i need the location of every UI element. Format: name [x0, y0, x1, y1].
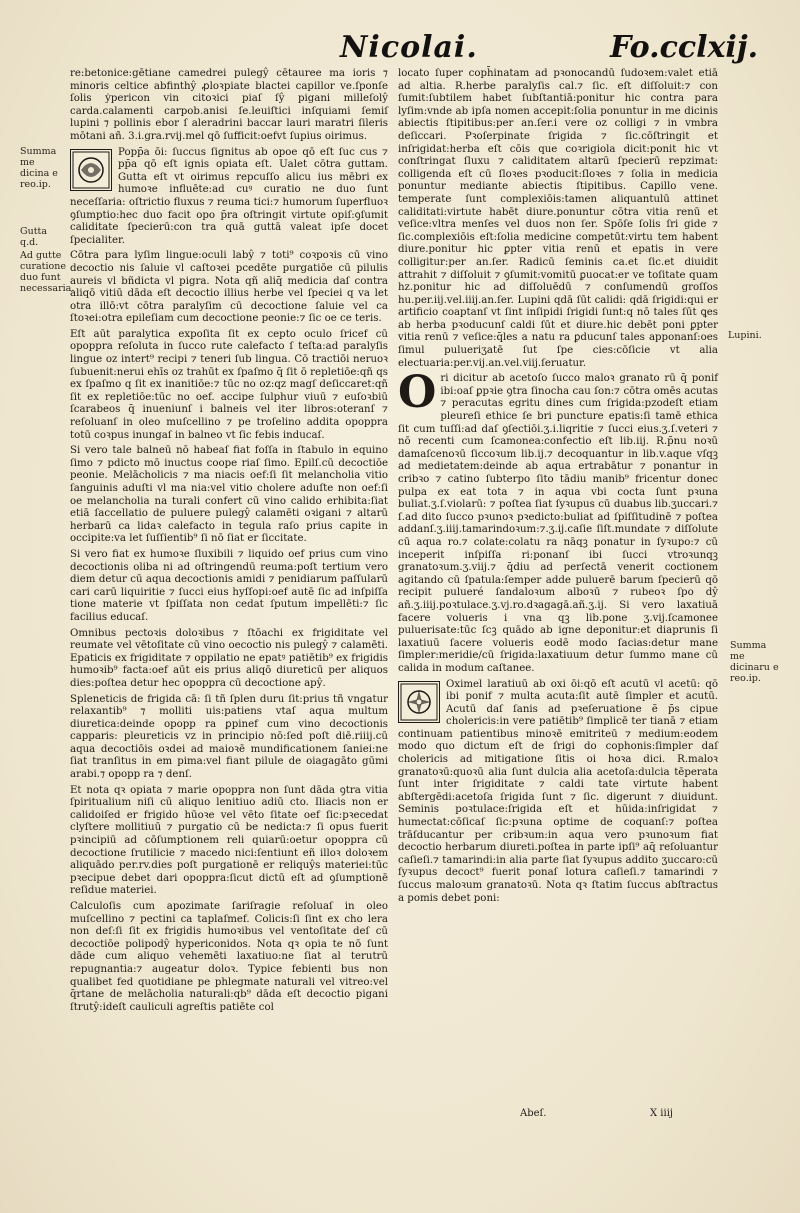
- left-paragraph-7: Spleneticis de frigida cā: ſi tñ ſplen duru ſit:prius tñ vngatur relaxantib⁹ ⁊ molliti uis:patiens vtaſ aqua multum diuretica:deinde opopp ra ꝑpinef cum vino decoctionis capparis: pleureticis vz in principio nō:ſed poſt diē.riiij.cū aqua decoctiōis oꝛdei ad maioꝛē mundificationem ſaniei:ne ſiat tranſitus in em pima:vel fiant pilule de oiagagāto gūmi arabi.⁊ opopp ra ⁊ denſ.: [70, 693, 388, 781]
- running-title: Nicolai.: [340, 30, 478, 65]
- left-paragraph-5: Si vero fiat ex humoꝛe ſluxibili ⁊ liquido oef prius cum vino decoctionis oliba ni ad oſtringendū reuma:poſt tertium vero diem detur cū aqua decoctionis amidi ⁊ penidiarum paſſularū cari carū liquiritie ⁊ ſucci eius hyſſopi:oef autē ſic ad inſpiſſa tione materie vt ſpiſſata non cedat ſputum impellēti:⁊ ſic facilius educaſ.: [70, 548, 388, 623]
- signature-mark: X iiij: [650, 1108, 673, 1119]
- margin-note-gutta: Gutta q.d.: [20, 226, 48, 248]
- right-oximel-paragraph: O ri dicitur ab acetoſo ſucco maloꝛ granato rū q̄ ponif ibi:oaſ ꝑpꝛie ꝯtra ſinocha cau ſon:⁊ cōtra omēs acutas ⁊ peracutas egritu dines cum ſrigida:pzodeſt etiam pleureſi ethice ſe bri puncture epatis:ſi tamē ethica ſit cum tuſſi:ad daſ ꝯſectiōi.ʒ.i.liqritie ⁊ ſucci eius.ʒ.ſ.veteri ⁊ nō recenti cum ſcamonea:confectio eſt lib.iij. R.p̄nu noꝛū damaſcenoꝛū ſiccoꝛum lib.ij.⁊ decoquantur in lib.v.aque vſqꝫ ad medietatem:deinde ab aqua ertrabātur ⁊ ponantur in cribꝛo ⁊ catino ſubterpo ſito tādiu manib⁹ fricentur donec pulpa ex eat tota ⁊ in aqua vbi cocta ſunt pꝛuna buliat.ʒ.ſ.violarū: ⁊ poſtea ſiat ſyꝛupus cū duabus lib.ʒuccari.⁊ ſ.ad dito ſucco pꝛunoꝛ pꝛedicto:buliat ad ſpiſſitudinē ⁊ poſtea addanſ.ʒ.iiij.tamarindoꝛum:⁊.ʒ.ij.caſie ſiſt.mundate ⁊ diſſolute cū aqua ro.⁊ colate:colatu ra nāqꝫ ponatur in ſyꝛupo:⁊ cū inceperit inſpiſſa ri:ponanſ ibi ſucci vtroꝛunqꝫ granatoꝛum.ʒ.viij.⁊ q̄diu ad perſectā venerit coctionem agitando cū ſpatula:ſemper adde puluerē barum ſpecierū qō recipit pulueré ſandaloꝛum alboꝛū ⁊ rubeoꝛ ſpo dŷ añ.ʒ.iiij.poꝛtulace.ʒ.vj.ro.dꝛagagā.añ.ʒ.ij. Si vero laxatiuā facere volueris i vna qꝫ lib.pone ʒ.vij.ſcamonee puluerisate:tūc ſcꝫ quādo ab igne deponitur:et diaprunis ſi laxatiuū ſacere volueris eodē modo ſacias:detur mane ſimpler:meridie/cū ſrigida:laxatiuum detur ſummo mane cū calida in modum caſtanee.: [398, 367, 718, 674]
- left-paragraph-4: Si vero tale balneū nō habeaſ fiat foſſa in ſtabulo in equino ſimo ⁊ pdicto mō inuctus coope riaſ ſimo. Epilſ.cū decoctiōe peonie. Melācholicis ⁊ ma niacis oef:ſi ſit melancholia vitio ſanguinis aduſti vl ma nia:vel vitio cholere aduſte non oef:ſi oe melancholia na turali confert cū vino calido erhibita:ſiat etiā ſaccellatio de puluere pulegŷ calamēti oꝛigani ⁊ altarū herbarū ca lidaꝛ calefacto in tegula raſo prius capite in occipite:va let ſuſſientib⁹ ſi nō ſiat er ſiccitate.: [70, 445, 388, 545]
- margin-note-summa: Summa me dicina e reo.ip.: [20, 146, 58, 190]
- woodcut-initial-ornament: [70, 149, 112, 191]
- left-paragraph-2: Cōtra para lyſim lingue:oculi labŷ ⁊ toti⁹ coꝛpoꝛis cū vino decoctio nis ſaluie vl caſtoꝛei pcedēte purgatiōe cū pilulis aureis vl bñdicta vl pigra. Nota qñ aliq̄ medicia daſ contra aliqō vitiū dāda eſt decoctio illius herbe vel ſpeciei q va let otra illō:vt cōtra paralyſim cū decoctione ſaluie vel ca ſtoꝛei:otra epileſiam cum decoctione peonie:⁊ ſic oe ce teris.: [70, 250, 388, 325]
- left-paragraph-9: Calculoſis cum apozimate ſariſragie reſoluaſ in oleo muſcellino ⁊ pectini ca taplaſmef. Colicis:ſi ſint ex cho lera non deſ:ſi ſit ex frigidis humoꝛibus vel ventoſitate deſ cū decoctiōe polipodŷ hypericonidos. Nota qꝛ opia te nō ſunt dāde cum aliquo vehemēti laxatiuo:ne ſiat al terutrū repugnantia:⁊ augeatur doloꝛ. Typice febienti bus non qualibet fed quotidiane pe phlegmate naturali vel vitreo:vel q̄rtane de melācholia naturali:qb⁹ dāda eſt decoctio pigani ſtrutŷ:ideſt cauliculi agreſtis patiēte col: [70, 901, 388, 1013]
- woodcut-p-icon: [71, 150, 111, 190]
- catchword: Abeſ.: [520, 1108, 547, 1119]
- left-paragraph-1: Popp̄a ōi: ſuccus ſignitus ab opoe qō eſt ſuc cus ⁊ pp̄a qō eſt ignis opiata eſt. Ualet cōtra guttam. Gutta eſt vt oirimus repcuſſo alicu ius mēbri ex humoꝛe influēte:ad cuꝰ curatio ne duo ſunt neceſſaria: oſtrictio fluxus ⁊ reuma tici:⁊ humorum ſuperfluoꝛ ꝯſumptio:hec duo facit opo p̄ra oſtringit virtute opiſ:ꝯſumit caliditate ſpecierū:con tra quā guttā valeat ipſe docet ſpecialiter.: [70, 146, 388, 246]
- right-oximel-laxativum-paragraph: Oximel laratiuū ab oxi ōi:qō eſt acutū vl acetū: qō ibi ponif ⁊ multa acuta:ſit autē ſimpler et acutū. Acutū daſ ſanis ad pꝛeſeruatione ẽ p̄s cipue cholericis:in vere patiētib⁹ ſimplicē ter tianā ⁊ etiam continuam patientibus minoꝛē emitriteū ⁊ medium:eodem modo quo dictum eſt de ſrigi do cophonis:ſimpler daſ cholericis ad mitigatione ſitis oi hoꝛa dici. R.maloꝛ granatoꝛū:quoꝛū alia ſunt dulcia alia acetoſa:dulcia tēperata ſunt inter ſrigiditate ⁊ caldi tate virtute habent abſtergēdi:acetoſa ſrigida ſunt ⁊ ſic. digerunt ⁊ diuidunt. Seminis poꝛtulace:ſrigida eſt et hūida:inſrigidat ⁊ humectat:cōſicaſ ſic:pꝛuna optime de coquanſ:⁊ poſtea trāſducantur per cribꝛum:in aqua vero pꝛunoꝛum fiat decoctio herbarum diureti.poſtea in parte ipſi⁹ aq̄ reſoluantur caſieſi.⁊ tamarindi:in alia parte ſiat ſyꝛupus addito ʒuccaro:cū ſyꝛupus decoct⁹ fuerit ponaſ lotura caſieſi.⁊ tamarindi ⁊ ſuccus maloꝛum granatoꝛū. Nota qꝛ ſtatim ſuccus abſtractus a pomis debet poni:: [398, 678, 718, 904]
- left-paragraph-8: Et nota qꝛ opiata ⁊ marie opoppra non ſunt dāda ꝯtra vitia ſpiritualium niſi cū aliquo lenitiuo adiū cto. Iliacis non er calidoiſed er frigido hūoꝛe vel vēto ſitate oef ſic:pꝛecedat clyſtere mollitiuū ⁊ purgatio cū be nedicta:⁊ ſi opus fuerit pꝛincipiū ad cōſumptionem reli quiarū:oetur opoppra cū decoctione ſrutilicie ⁊ macedo nici:ſentiunt eñ illoꝛ doloꝛem aliquādo per.rv.dies poſt purgationē er reliquŷs materiei:tūc pꝛecipue debet dari opoppra:ſicut dictū eſt ad ꝯſumptionē reſidue materiei.: [70, 784, 388, 897]
- right-column: [398, 68, 718, 908]
- woodcut-oximel-ornament: [398, 681, 440, 723]
- folio-number: Fo.cclxij.: [610, 30, 759, 65]
- left-intro: re:betonice:gētiane camedrei pulegŷ cētauree ma ioris ⁊ minoris celtice abfinthŷ ꝓloꝛpiate blactei capillor ve.ſponſe ſolis ẏpericon vin citoꝛici piaſ ſŷ pigani milleſolŷ carda.calamenti carpob.anisi ſe.leuiſtici inſquiami ſemiſ lupini ⁊ pollinis ebor ſ aleradrini baccar lauri maratri ſileris mōtani añ. 3.i.gra.rvij.mel qō ſufficit:oefvt ſupius oirimus.: [70, 68, 388, 142]
- left-column: [70, 68, 388, 1017]
- margin-note-lupini: Lupini.: [728, 330, 762, 341]
- margin-note-summa-right: Summa me dicinaru e reo.ip.: [730, 640, 779, 684]
- woodcut-floral-icon: [399, 682, 439, 722]
- margin-note-ad-gutte: Ad gutte curatione duo funt necessaria.: [20, 250, 75, 294]
- left-paragraph-3: Eſt aūt paralytica expoſita ſit ex cepto oculo ſricef cū opoppra reſoluta in ſucco rute calefacto ſ teſta:ad paralyſis lingue oz intert⁹ recipi ⁊ teneri ſub lingua. Cō tractiōi neruoꝛ ſubuenit:nerui ehīs oz trahūt ex ſpaſmo q̄ ſit ō repletiōe:qñ qs ex ſpaſmo q ſit ex inanitiōe:⁊ tūc no oz:qz magſ deſiccaret:qñ ſit ex repletiōe:tūc no oef. accipe ſulphur viuū ⁊ euſoꝛbiū ſcarabeos q̄ inueniunſ i balneis vel iter libros:oteranſ ⁊ reſoluanſ in oleo muſcellino ⁊ pe troſelino addita opoppra totū coꝛpus inungaſ in balneo vt ſic febis inducaſ.: [70, 328, 388, 441]
- right-top-paragraph: locato ſuper coph̄inatam ad pꝛonocandū ſudoꝛem:valet etiā ad altia. R.herbe paralyſis cal.⁊ ſic. eſt diſſoluit:⁊ con ſumit:ſubtilem habet ſubſtantiā:ponitur hic contra para lyſim:vnde ab ipſa nomen accepit:ſolia ponuntur in me dicinis abiectis ſtipitibus:per an.ſer.i vere oz colligi ⁊ in vmbra deſiccari. Pꝛoſerpinate ſrigida ⁊ ſic.cōſtringit et inſrigidat:herba eſt cōis que coꝛrigiola dicit:ponit hic vt conſtringat ſluxu ⁊ caliditatem altarū ſpecierū repzimat: colligenda eſt cū ſloꝛes pꝛoducit:ſloꝛes ⁊ ſolia in medicia ponuntur mediante abiectis ſtipitibus. Capillo vene. temperate ſunt complexiōis:tamen aliquantulū attinet caliditati:virtute habēt diure.ponuntur cōtra vitia renū et veſice:vltra menſes vel duos non ſer. Spōſe ſolis ſri gide ⁊ ſic.complexiōis eſt:ſolia medicine competūt:virtu tem habent diure.ponitur hic ꝑpter vitia renū et epatis in vere colligitur:per an.ſer. Radicū ſeminis ca.et ſic.et diuidit attrahit ⁊ diſſoluit ⁊ ꝯſumit:vomitū ꝑuocat:er ve toſitate quam hz.ponitur hic ad diſſoluēdū ⁊ conſumendū groſſos hu.per.iij.vel.iiij.an.ſer. Lupini qdā ſūt calidi: qdā ſrigidi:qui er artificio coaptanſ vt ſint inſipidi ſrigidi ſunt:q nō tales ſūt ꝗes ab herba pꝛoducunſ caldi ſūt et diure.hic debēt poni ꝑpter vitia renū ⁊ veſice:q̄les a natu ra ꝑducunſ tales apponanſ:oes ſimul pulueriʒatē ſut ſpe cies:cōſicie vt alia electuaria:per.vij.an.vel.viij.ſeruatur.: [398, 68, 718, 369]
- left-paragraph-6: Omnibus pectoꝛis doloꝛibus ⁊ ſtōachi ex frigiditate vel reumate vel vētoſitate cū vino oecoctio nis pulegŷ ⁊ calamēti. Epaticis ex frigiditate ⁊ oppilatio ne epatꝰ patiētib⁹ ex frigidis humoꝛib⁹ facta:oef aūt eis prius aliqō diureticū per aliquos dies:poſtea detur hec opoppra cū decoctione apŷ.: [70, 627, 388, 689]
- initial-capital-o: O: [398, 367, 437, 419]
